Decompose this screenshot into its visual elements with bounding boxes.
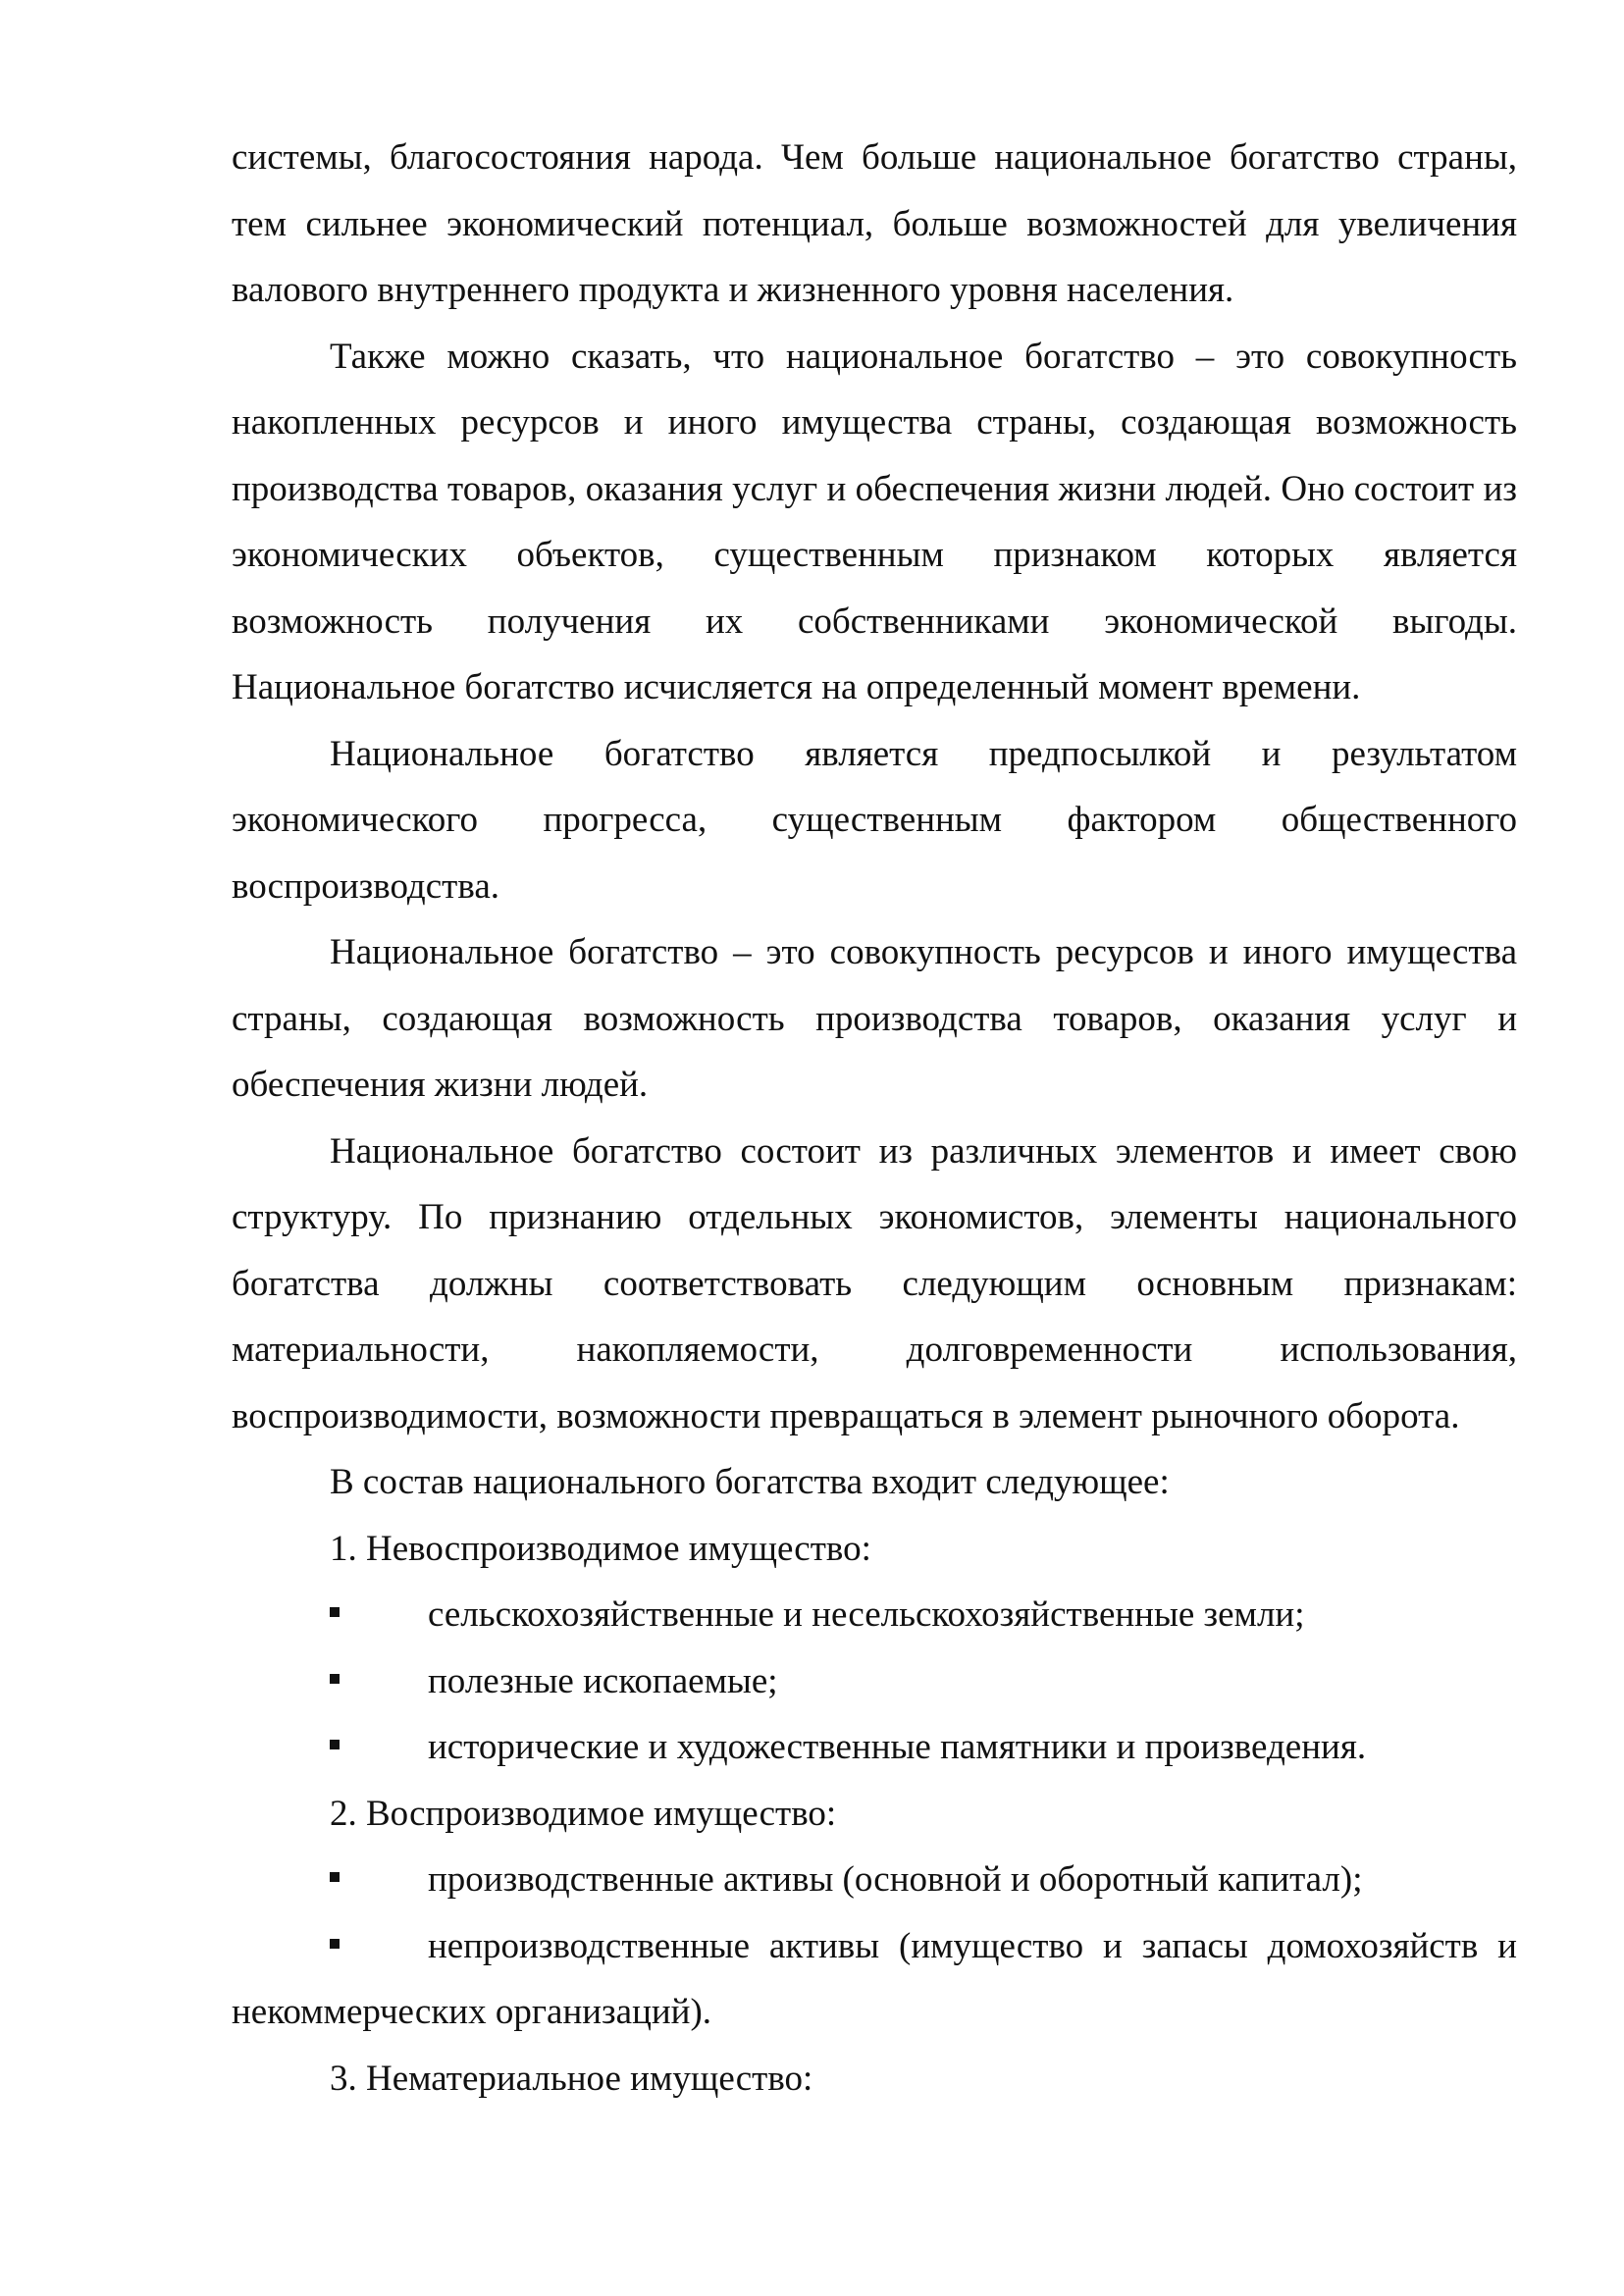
section-heading: 1. Невоспроизводимое имущество: — [330, 1528, 871, 1569]
document-page — [232, 125, 1517, 2112]
list-item-text: полезные ископаемые; — [428, 1660, 778, 1701]
section-heading: 2. Воспроизводимое имущество: — [330, 1793, 837, 1834]
list-item — [232, 1913, 1517, 2046]
paragraph-definition-accumulated: Также можно сказать, что национальное богатство – это совокупность накопленных ресурсов и иного имущества страны, создающая возможность производства товаров, оказания услуг и обеспечения жизни людей. Оно состоит из экономических объектов, существенным признаком которых является возможность получения их собственниками экономической выгоды. Национальное богатство исчисляется на определенный момент времени. — [232, 336, 1517, 707]
list-item-text: непроизводственные активы (имущество и запасы домохозяйств и некоммерческих организаций). — [232, 1925, 1517, 2032]
paragraph-structure: Национальное богатство состоит из различных элементов и имеет свою структуру. По признанию отдельных экономистов, элементы национального богатства должны соответствовать следующим основным признакам: материальности, накопляемости, долговременности использования, воспроизводимости, возможности превращаться в элемент рыночного оборота. — [232, 1130, 1517, 1436]
paragraph-continuation: системы, благосостояния народа. Чем больше национальное богатство страны, тем сильнее экономический потенциал, больше возможностей для увеличения валового внутреннего продукта и жизненного уровня населения. — [232, 137, 1517, 310]
paragraph-definition: Национальное богатство – это совокупность ресурсов и иного имущества страны, создающая возможность производства товаров, оказания услуг и обеспечения жизни людей. — [232, 932, 1517, 1105]
list-item-text: сельскохозяйственные и несельскохозяйственные земли; — [428, 1594, 1305, 1635]
list-item-text: исторические и художественные памятники и произведения. — [428, 1727, 1367, 1767]
list-item-text: производственные активы (основной и оборотный капитал); — [428, 1859, 1363, 1900]
square-bullet-icon — [330, 1607, 340, 1617]
composition-intro: В состав национального богатства входит следующее: — [330, 1462, 1170, 1502]
list-item — [232, 1582, 1517, 1648]
paragraph-prerequisite: Национальное богатство является предпосылкой и результатом экономического прогресса, существенным фактором общественного воспроизводства. — [232, 733, 1517, 907]
square-bullet-icon — [330, 1740, 340, 1749]
section-heading: 3. Нематериальное имущество: — [330, 2058, 813, 2099]
square-bullet-icon — [330, 1939, 340, 1949]
square-bullet-icon — [330, 1872, 340, 1882]
list-item — [232, 1714, 1517, 1781]
list-item — [232, 1847, 1517, 1913]
list-item — [232, 1648, 1517, 1715]
square-bullet-icon — [330, 1674, 340, 1684]
